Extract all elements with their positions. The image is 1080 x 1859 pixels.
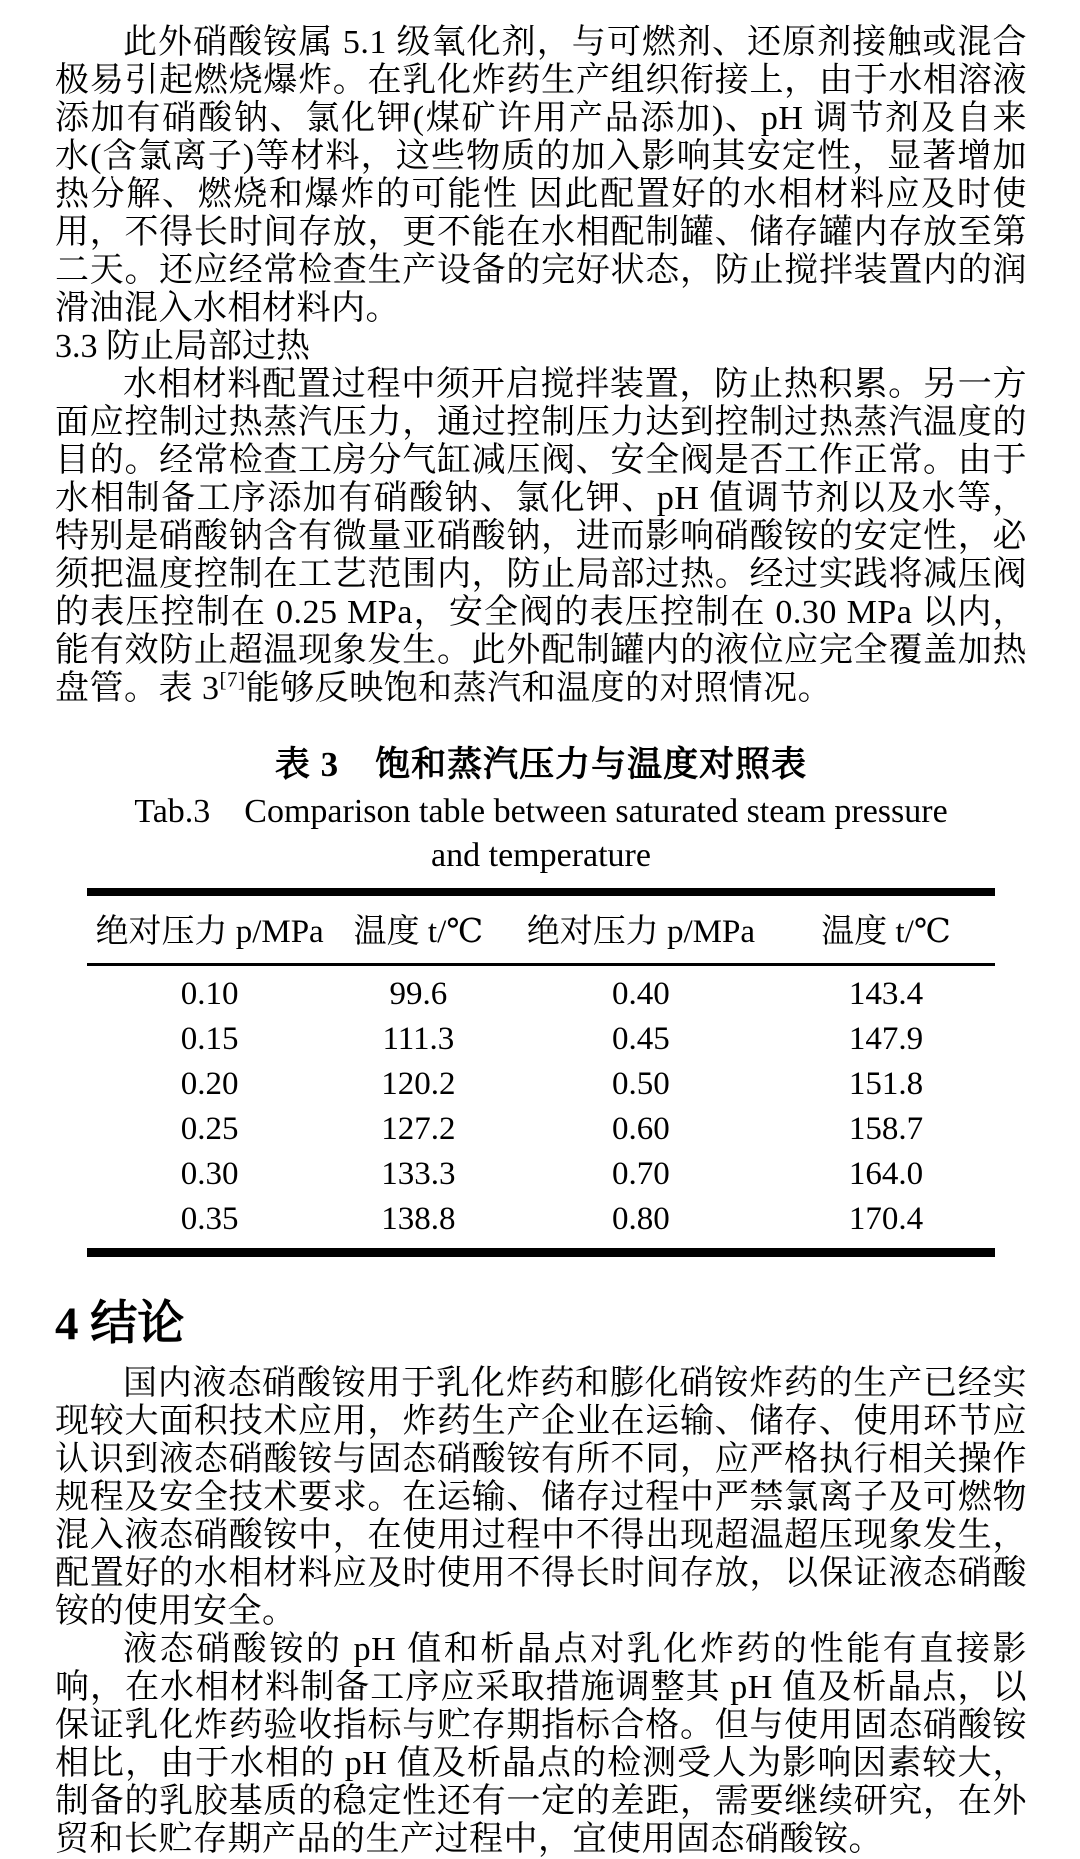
table-cell: 0.60 (611, 1111, 670, 1147)
paragraph-overheat-text-before-ref: 水相材料配置过程中须开启搅拌装置，防止热积累。另一方面应控制过热蒸汽压力，通过控制压力达到控制过热蒸汽温度的目的。经常检查工房分气缸减压阀、安全阀是否工作正常。由于水相制备工序添加有硝酸钠、氯化钾、pH 值调节剂以及水等，特别是硝酸钠含有微量亚硝酸钠，进而影响硝酸铵的安定性，必须把温度控制在工艺范围内，防止局部过热。经过实践将减压阀的表压控制在 0.25 MPa，安全阀的表压控制在 0.30 MPa 以内，能有效防止超温现象发生。此外配制罐内的液位应完全覆盖加热盘管。表 3 (55, 366, 1027, 707)
table-cell: 0.20 (180, 1066, 239, 1102)
table-cell: 0.40 (611, 976, 670, 1012)
paragraph-conclusion-2 (55, 1631, 1027, 1859)
table3-header-cell: 温度 t/℃ (777, 892, 995, 965)
section-heading-4-conclusion: 4 结论 (55, 1298, 185, 1350)
reference-marker-7: [7] (219, 667, 246, 692)
table-cell: 170.4 (848, 1201, 924, 1237)
table-cell: 158.7 (848, 1111, 924, 1147)
paragraph-conclusion-1-text: 国内液态硝酸铵用于乳化炸药和膨化硝铵炸药的生产已经实现较大面积技术应用，炸药生产企业在运输、储存、使用环节应认识到液态硝酸铵与固态硝酸铵有所不同，应严格执行相关操作规程及安全技术要求。在运输、储存过程中严禁氯离子及可燃物混入液态硝酸铵中，在使用过程中不得出现超温超压现象发生，配置好的水相材料应及时使用不得长时间存放，以保证液态硝酸铵的使用安全。 (55, 1365, 1027, 1630)
table-cell: 0.80 (611, 1201, 670, 1237)
table3-header-cell: 温度 t/℃ (332, 892, 505, 965)
table3-header-cell: 绝对压力 p/MPa (505, 892, 777, 965)
table-cell: 138.8 (381, 1201, 456, 1237)
table-row (87, 965, 995, 1018)
table-cell: 164.0 (848, 1156, 924, 1192)
table-cell: 151.8 (848, 1066, 924, 1102)
table-cell: 99.6 (389, 976, 448, 1012)
table-row (87, 1152, 995, 1197)
table3-header (87, 892, 995, 965)
paragraph-overheat-text-after-ref: 能够反映饱和蒸汽和温度的对照情况。 (245, 670, 833, 707)
table-cell: 0.35 (180, 1201, 239, 1237)
table-cell: 0.70 (611, 1156, 670, 1192)
table-row (87, 1017, 995, 1062)
table-cell: 120.2 (381, 1066, 456, 1102)
table-cell: 0.15 (180, 1021, 239, 1057)
paragraph-oxidizer-safety (55, 24, 1027, 328)
table-cell: 127.2 (381, 1111, 456, 1147)
table-cell: 0.10 (180, 976, 239, 1012)
table3-body (87, 965, 995, 1253)
table-cell: 147.9 (848, 1021, 924, 1057)
table3 (87, 888, 995, 1257)
table3-title-en: Tab.3 Comparison table between saturated steam pressure and temperature (134, 793, 948, 874)
table-row (87, 1062, 995, 1107)
paragraph-conclusion-1 (55, 1365, 1027, 1631)
table-cell: 111.3 (382, 1021, 455, 1057)
table-cell: 0.45 (611, 1021, 670, 1057)
table-row (87, 1197, 995, 1253)
table-row (87, 1107, 995, 1152)
table3-header-cell: 绝对压力 p/MPa (87, 892, 332, 965)
table3-block (55, 742, 1027, 1257)
section-heading-3-3: 3.3 防止局部过热 (55, 328, 310, 365)
table-cell: 0.50 (611, 1066, 670, 1102)
paragraph-overheat-prevention (55, 366, 1027, 708)
table-cell: 0.25 (180, 1111, 239, 1147)
table-cell: 133.3 (381, 1156, 456, 1192)
table3-title-zh: 表 3 饱和蒸汽压力与温度对照表 (274, 745, 808, 784)
paragraph-conclusion-2-text: 液态硝酸铵的 pH 值和析晶点对乳化炸药的性能有直接影响，在水相材料制备工序应采取措施调整其 pH 值及析晶点，以保证乳化炸药验收指标与贮存期指标合格。但与使用固态硝酸铵相比，由于水相的 pH 值及析晶点的检测受人为影响因素较大，制备的乳胶基质的稳定性还有一定的差距，需要继续研究，在外贸和长贮存期产品的生产过程中，宜使用固态硝酸铵。 (55, 1631, 1027, 1858)
paragraph-oxidizer-safety-text: 此外硝酸铵属 5.1 级氧化剂，与可燃剂、还原剂接触或混合极易引起燃烧爆炸。在乳化炸药生产组织衔接上，由于水相溶液添加有硝酸钠、氯化钾(煤矿许用产品添加)、pH 调节剂及自来水(含氯离子)等材料，这些物质的加入影响其安定性，显著增加热分解、燃烧和爆炸的可能性 因此配置好的水相材料应及时使用，不得长时间存放，更不能在水相配制罐、储存罐内存放至第二天。还应经常检查生产设备的完好状态，防止搅拌装置内的润滑油混入水相材料内。 (55, 24, 1027, 327)
table-cell: 143.4 (848, 976, 924, 1012)
table3-header-row (87, 892, 995, 965)
table-cell: 0.30 (180, 1156, 239, 1192)
